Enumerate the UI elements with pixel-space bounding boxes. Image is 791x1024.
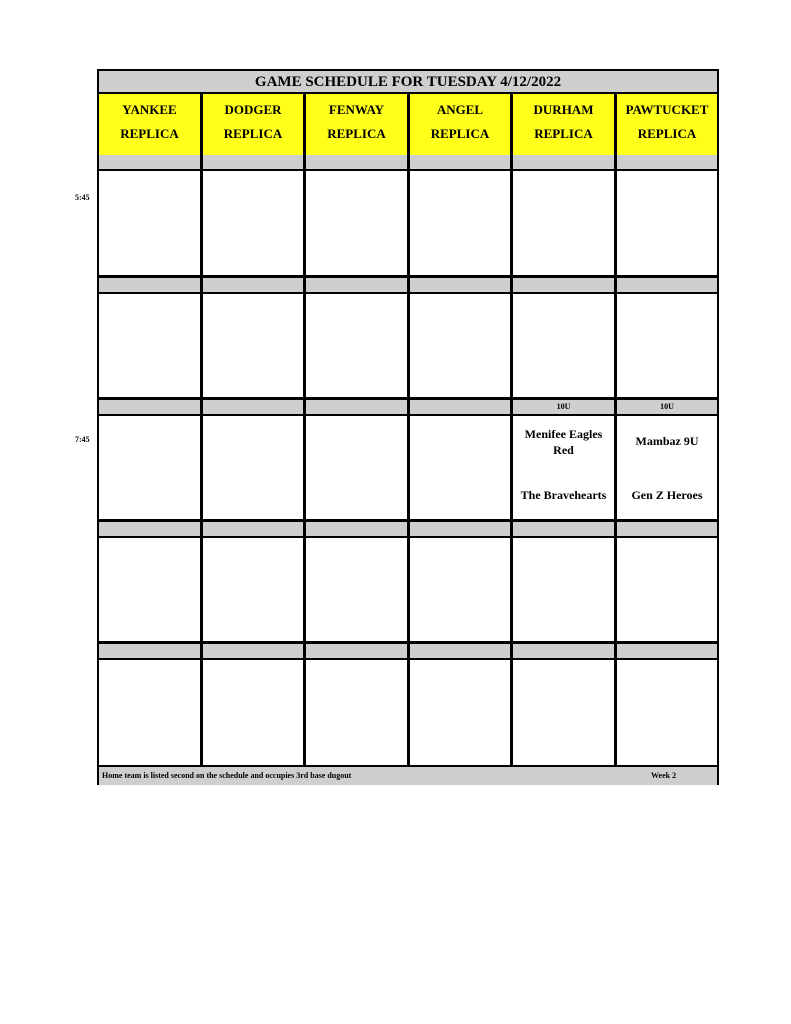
field-name: PAWTUCKET <box>625 102 709 117</box>
field-sub: REPLICA <box>223 126 283 141</box>
column-divider <box>407 94 410 765</box>
field-sub: REPLICA <box>430 126 490 141</box>
schedule-sheet <box>97 69 719 785</box>
division-label-pawtucket: 10U <box>660 402 674 411</box>
field-header-dodger <box>203 94 303 155</box>
schedule-footer <box>99 765 717 785</box>
field-name: DODGER <box>224 102 282 117</box>
field-header-durham <box>513 94 614 155</box>
away-team-durham: Menifee Eagles Red <box>524 427 603 457</box>
column-divider <box>200 94 203 765</box>
field-header-fenway <box>306 94 407 155</box>
week-label: Week 2 <box>651 771 677 780</box>
field-header-pawtucket <box>617 94 717 155</box>
field-name: ANGEL <box>436 102 484 117</box>
column-divider <box>614 94 617 765</box>
field-sub: REPLICA <box>327 126 386 141</box>
home-team-note: Home team is listed second on the schedule and occupies 3rd base dugout <box>102 771 352 780</box>
division-label-durham: 10U <box>556 402 571 411</box>
field-header-yankee <box>99 94 200 155</box>
field-sub: REPLICA <box>534 126 593 141</box>
time-label-745: 7:45 <box>75 435 90 444</box>
field-name: YANKEE <box>122 102 177 117</box>
column-divider <box>303 94 306 765</box>
home-team-pawtucket: Gen Z Heroes <box>631 488 703 502</box>
field-sub: REPLICA <box>637 126 697 141</box>
home-team-durham: The Bravehearts <box>520 488 607 502</box>
field-name: FENWAY <box>328 102 385 117</box>
time-label-545: 5:45 <box>75 193 90 202</box>
field-header-angel <box>410 94 510 155</box>
away-team-pawtucket: Mambaz 9U <box>635 434 699 448</box>
field-sub: REPLICA <box>120 126 179 141</box>
field-name: DURHAM <box>533 102 594 117</box>
schedule-title: GAME SCHEDULE FOR TUESDAY 4/12/2022 <box>99 71 717 94</box>
